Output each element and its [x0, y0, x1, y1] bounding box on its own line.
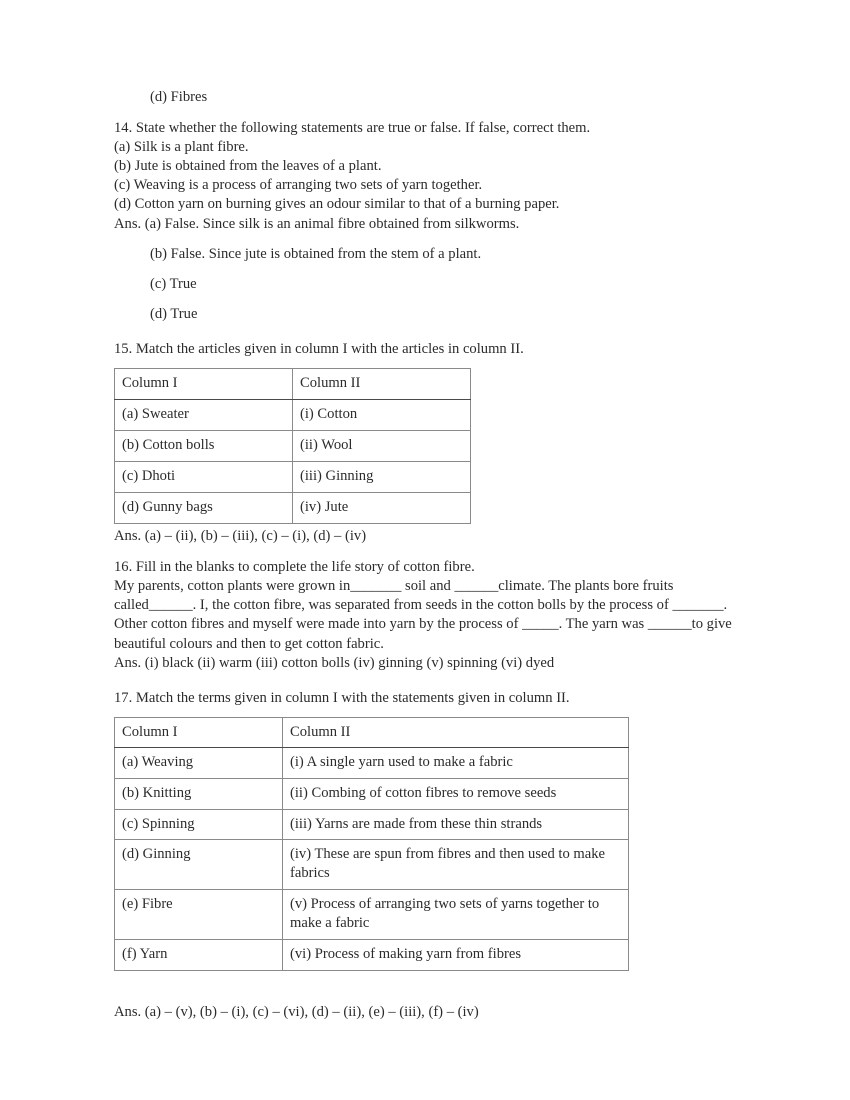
- question-15-match-table: [114, 368, 471, 524]
- table-cell-right: (ii) Wool: [293, 431, 471, 462]
- question-15-answer: Ans. (a) – (ii), (b) – (iii), (c) – (i), (d) – (iv): [114, 528, 367, 545]
- table-cell-left: (f) Yarn: [115, 940, 283, 971]
- question-14-statement-c: (c) Weaving is a process of arranging two sets of yarn together.: [114, 177, 483, 194]
- table-cell-left: (b) Cotton bolls: [115, 431, 293, 462]
- previous-question-option-d: (d) Fibres: [150, 89, 208, 105]
- question-14-answer-a: Ans. (a) False. Since silk is an animal fibre obtained from silkworms.: [114, 215, 520, 232]
- column-header-i: Column I: [115, 717, 283, 748]
- question-14-prompt: 14. State whether the following statements are true or false. If false, correct them.: [114, 120, 591, 137]
- table-row: [115, 493, 471, 524]
- table-row: [115, 778, 629, 809]
- table-cell-right: (i) Cotton: [293, 400, 471, 431]
- spacer: [114, 324, 736, 340]
- question-14-statement-b: (b) Jute is obtained from the leaves of a plant.: [114, 158, 382, 175]
- table-header-row: [115, 717, 629, 748]
- question-17: [114, 689, 736, 1022]
- table-cell-right: (ii) Combing of cotton fibres to remove seeds: [283, 778, 629, 809]
- spacer: [114, 546, 736, 558]
- question-14-statement-a: (a) Silk is a plant fibre.: [114, 139, 249, 156]
- table-row: [115, 890, 629, 940]
- question-16-prompt: 16. Fill in the blanks to complete the life story of cotton fibre.: [114, 559, 475, 576]
- question-15-prompt: 15. Match the articles given in column I with the articles in column II.: [114, 340, 524, 357]
- question-15: [114, 340, 736, 546]
- table-cell-left: (b) Knitting: [115, 778, 283, 809]
- column-header-i: Column I: [115, 369, 293, 400]
- table-cell-right: (i) A single yarn used to make a fabric: [283, 748, 629, 779]
- spacer: [114, 107, 736, 119]
- column-header-ii: Column II: [293, 369, 471, 400]
- table-header-row: [115, 369, 471, 400]
- table-cell-right: (iii) Ginning: [293, 462, 471, 493]
- question-16-body: My parents, cotton plants were grown in_______ soil and ______climate. The plants bore fruits called______. I, the cotton fibre, was separated from seeds in the cotton bolls by the process of _______. Other cotton fibres and myself were made into yarn by the process of _____. The yarn was ______to give beautiful colours and then to get cotton fabric.: [114, 578, 732, 652]
- table-cell-right: (v) Process of arranging two sets of yarns together to make a fabric: [283, 890, 629, 940]
- table-cell-left: (d) Ginning: [115, 840, 283, 890]
- question-14-answer-d: (d) True: [150, 305, 198, 322]
- table-row: [115, 748, 629, 779]
- question-16-answer: Ans. (i) black (ii) warm (iii) cotton bolls (iv) ginning (v) spinning (vi) dyed: [114, 654, 555, 671]
- question-17-match-table: [114, 717, 629, 971]
- table-cell-left: (a) Weaving: [115, 748, 283, 779]
- table-cell-right: (vi) Process of making yarn from fibres: [283, 940, 629, 971]
- spacer: [114, 673, 736, 689]
- table-row: [115, 809, 629, 840]
- table-cell-left: (e) Fibre: [115, 890, 283, 940]
- table-cell-left: (c) Spinning: [115, 809, 283, 840]
- table-cell-left: (c) Dhoti: [115, 462, 293, 493]
- table-cell-right: (iv) These are spun from fibres and then used to make fabrics: [283, 840, 629, 890]
- table-row: [115, 431, 471, 462]
- table-cell-left: (d) Gunny bags: [115, 493, 293, 524]
- question-16: [114, 558, 736, 673]
- question-14: [114, 119, 736, 324]
- table-cell-left: (a) Sweater: [115, 400, 293, 431]
- table-row: [115, 400, 471, 431]
- question-14-answer-b: (b) False. Since jute is obtained from the stem of a plant.: [150, 245, 482, 262]
- column-header-ii: Column II: [283, 717, 629, 748]
- table-row: [115, 940, 629, 971]
- question-17-prompt: 17. Match the terms given in column I with the statements given in column II.: [114, 689, 570, 706]
- page-content: [114, 88, 736, 1022]
- table-cell-right: (iv) Jute: [293, 493, 471, 524]
- question-17-answer: Ans. (a) – (v), (b) – (i), (c) – (vi), (d) – (ii), (e) – (iii), (f) – (iv): [114, 1003, 479, 1020]
- question-14-statement-d: (d) Cotton yarn on burning gives an odour similar to that of a burning paper.: [114, 196, 560, 213]
- table-cell-right: (iii) Yarns are made from these thin strands: [283, 809, 629, 840]
- table-row: [115, 462, 471, 493]
- table-row: [115, 840, 629, 890]
- question-14-answer-c: (c) True: [150, 275, 197, 292]
